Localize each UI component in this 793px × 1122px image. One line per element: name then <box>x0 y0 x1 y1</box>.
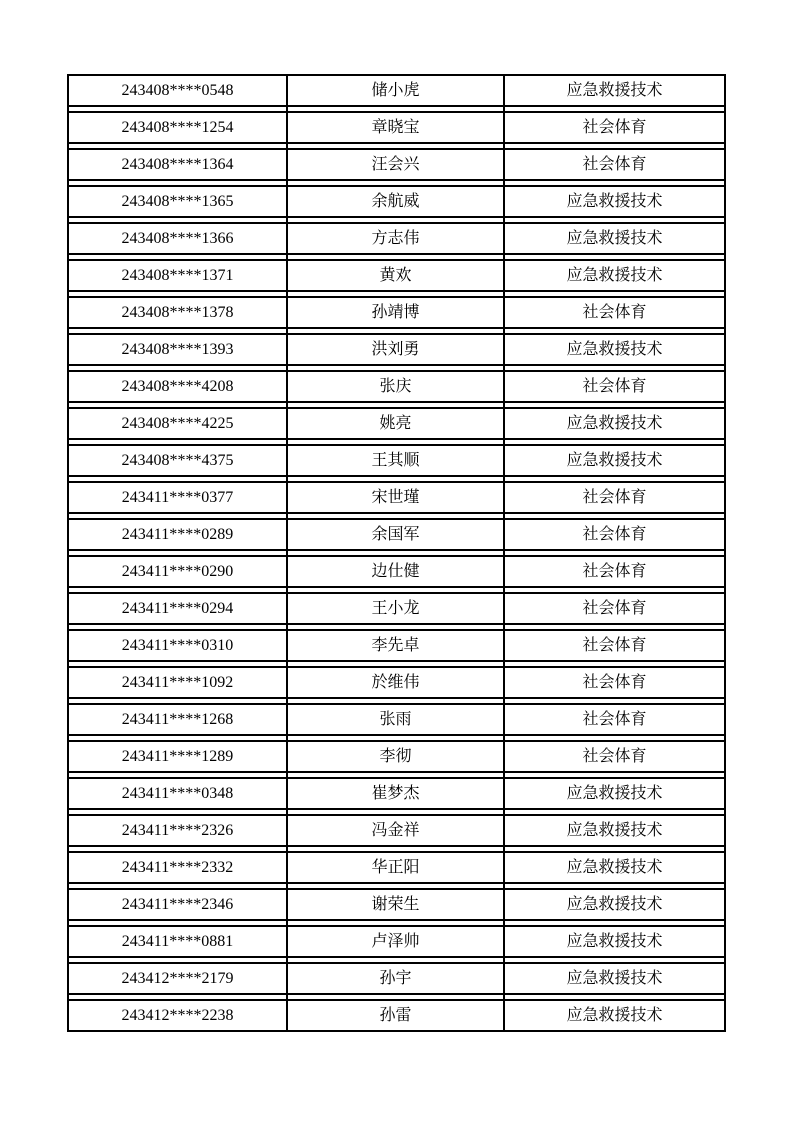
table-row <box>68 889 725 920</box>
major-cell: 应急救援技术 <box>504 223 725 254</box>
name-cell: 冯金祥 <box>287 815 504 846</box>
name-cell: 李彻 <box>287 741 504 772</box>
name-cell: 王小龙 <box>287 593 504 624</box>
name-cell: 孙靖博 <box>287 297 504 328</box>
name-cell: 孙雷 <box>287 1000 504 1031</box>
major-cell: 社会体育 <box>504 149 725 180</box>
name-cell: 黄欢 <box>287 260 504 291</box>
name-cell: 洪刘勇 <box>287 334 504 365</box>
exam-id-cell: 243411****0294 <box>68 593 287 624</box>
major-cell: 应急救援技术 <box>504 852 725 883</box>
exam-id-cell: 243408****1364 <box>68 149 287 180</box>
table-row <box>68 963 725 994</box>
roster-table <box>67 74 726 1032</box>
table-row <box>68 75 725 106</box>
name-cell: 孙宇 <box>287 963 504 994</box>
table-row <box>68 482 725 513</box>
name-cell: 张雨 <box>287 704 504 735</box>
table-row <box>68 815 725 846</box>
exam-id-cell: 243408****1254 <box>68 112 287 143</box>
exam-id-cell: 243408****4225 <box>68 408 287 439</box>
table-row <box>68 704 725 735</box>
major-cell: 社会体育 <box>504 297 725 328</box>
table-row <box>68 741 725 772</box>
name-cell: 姚亮 <box>287 408 504 439</box>
exam-id-cell: 243411****1092 <box>68 667 287 698</box>
exam-id-cell: 243408****0548 <box>68 75 287 106</box>
table-row <box>68 667 725 698</box>
major-cell: 应急救援技术 <box>504 186 725 217</box>
major-cell: 社会体育 <box>504 519 725 550</box>
name-cell: 方志伟 <box>287 223 504 254</box>
table-row <box>68 556 725 587</box>
table-row <box>68 371 725 402</box>
table-row <box>68 593 725 624</box>
exam-id-cell: 243411****0348 <box>68 778 287 809</box>
table-row <box>68 223 725 254</box>
major-cell: 应急救援技术 <box>504 889 725 920</box>
exam-id-cell: 243408****4375 <box>68 445 287 476</box>
major-cell: 社会体育 <box>504 556 725 587</box>
roster-table-body <box>68 75 725 1031</box>
name-cell: 於维伟 <box>287 667 504 698</box>
name-cell: 华正阳 <box>287 852 504 883</box>
major-cell: 应急救援技术 <box>504 260 725 291</box>
major-cell: 应急救援技术 <box>504 963 725 994</box>
table-row <box>68 852 725 883</box>
major-cell: 应急救援技术 <box>504 778 725 809</box>
name-cell: 汪会兴 <box>287 149 504 180</box>
name-cell: 宋世瑾 <box>287 482 504 513</box>
exam-id-cell: 243408****1378 <box>68 297 287 328</box>
name-cell: 章晓宝 <box>287 112 504 143</box>
exam-id-cell: 243408****1371 <box>68 260 287 291</box>
major-cell: 应急救援技术 <box>504 408 725 439</box>
major-cell: 社会体育 <box>504 704 725 735</box>
major-cell: 社会体育 <box>504 371 725 402</box>
exam-id-cell: 243411****1289 <box>68 741 287 772</box>
name-cell: 余国军 <box>287 519 504 550</box>
exam-id-cell: 243411****0881 <box>68 926 287 957</box>
major-cell: 应急救援技术 <box>504 75 725 106</box>
exam-id-cell: 243411****0290 <box>68 556 287 587</box>
exam-id-cell: 243408****4208 <box>68 371 287 402</box>
exam-id-cell: 243411****1268 <box>68 704 287 735</box>
table-row <box>68 149 725 180</box>
name-cell: 王其顺 <box>287 445 504 476</box>
exam-id-cell: 243411****0310 <box>68 630 287 661</box>
exam-id-cell: 243408****1366 <box>68 223 287 254</box>
major-cell: 应急救援技术 <box>504 815 725 846</box>
table-row <box>68 445 725 476</box>
table-row <box>68 260 725 291</box>
exam-id-cell: 243411****0377 <box>68 482 287 513</box>
name-cell: 余航威 <box>287 186 504 217</box>
major-cell: 社会体育 <box>504 482 725 513</box>
major-cell: 应急救援技术 <box>504 445 725 476</box>
major-cell: 社会体育 <box>504 112 725 143</box>
table-row <box>68 297 725 328</box>
major-cell: 应急救援技术 <box>504 926 725 957</box>
exam-id-cell: 243412****2238 <box>68 1000 287 1031</box>
name-cell: 李先卓 <box>287 630 504 661</box>
name-cell: 卢泽帅 <box>287 926 504 957</box>
exam-id-cell: 243411****0289 <box>68 519 287 550</box>
major-cell: 应急救援技术 <box>504 334 725 365</box>
name-cell: 谢荣生 <box>287 889 504 920</box>
table-row <box>68 334 725 365</box>
table-row <box>68 778 725 809</box>
table-row <box>68 926 725 957</box>
name-cell: 张庆 <box>287 371 504 402</box>
major-cell: 应急救援技术 <box>504 1000 725 1031</box>
major-cell: 社会体育 <box>504 667 725 698</box>
exam-id-cell: 243408****1365 <box>68 186 287 217</box>
table-row <box>68 1000 725 1031</box>
exam-id-cell: 243408****1393 <box>68 334 287 365</box>
table-row <box>68 408 725 439</box>
table-row <box>68 186 725 217</box>
table-row <box>68 112 725 143</box>
name-cell: 崔梦杰 <box>287 778 504 809</box>
name-cell: 储小虎 <box>287 75 504 106</box>
exam-id-cell: 243411****2346 <box>68 889 287 920</box>
major-cell: 社会体育 <box>504 593 725 624</box>
table-row <box>68 630 725 661</box>
name-cell: 边仕健 <box>287 556 504 587</box>
major-cell: 社会体育 <box>504 630 725 661</box>
table-row <box>68 519 725 550</box>
exam-id-cell: 243411****2326 <box>68 815 287 846</box>
major-cell: 社会体育 <box>504 741 725 772</box>
exam-id-cell: 243411****2332 <box>68 852 287 883</box>
exam-id-cell: 243412****2179 <box>68 963 287 994</box>
